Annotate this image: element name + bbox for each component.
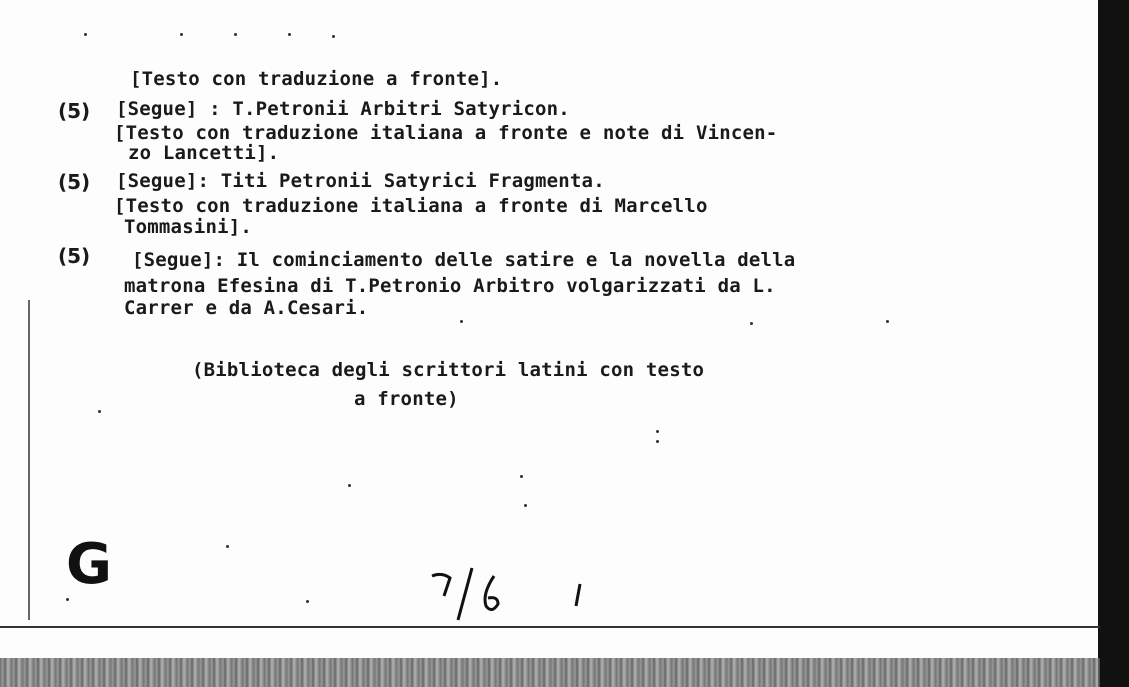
- card-bottom-edge: [0, 626, 1100, 628]
- text-line: Carrer e da A.Cesari.: [124, 297, 369, 319]
- text-line: zo Lancetti].: [128, 142, 280, 164]
- text-line: [Segue]: Il cominciamento delle satire e la novella della: [132, 249, 796, 271]
- text-line: Tommasini].: [124, 216, 253, 238]
- volume-number: (5): [58, 244, 91, 268]
- scan-dark-edge: [1098, 0, 1129, 687]
- series-note: a fronte): [354, 388, 459, 410]
- text-line: [Testo con traduzione italiana a fronte e note di Vincen-: [114, 122, 778, 144]
- text-line: [Testo con traduzione a fronte].: [130, 68, 503, 90]
- text-line: [Segue] : T.Petronii Arbitri Satyricon.: [116, 98, 570, 120]
- series-note: (Biblioteca degli scrittori latini con testo: [192, 359, 705, 381]
- card-left-edge: [28, 300, 30, 620]
- volume-number: (5): [58, 99, 91, 123]
- volume-number: (5): [58, 170, 91, 194]
- handwritten-mark: [428, 566, 588, 626]
- text-line: matrona Efesina di T.Petronio Arbitro volgarizzati da L.: [124, 275, 776, 297]
- scan-noise-strip: [0, 658, 1100, 687]
- stamp-letter: G: [66, 532, 112, 597]
- text-line: [Testo con traduzione italiana a fronte di Marcello: [114, 195, 708, 217]
- text-line: [Segue]: Titi Petronii Satyrici Fragmenta.: [116, 170, 605, 192]
